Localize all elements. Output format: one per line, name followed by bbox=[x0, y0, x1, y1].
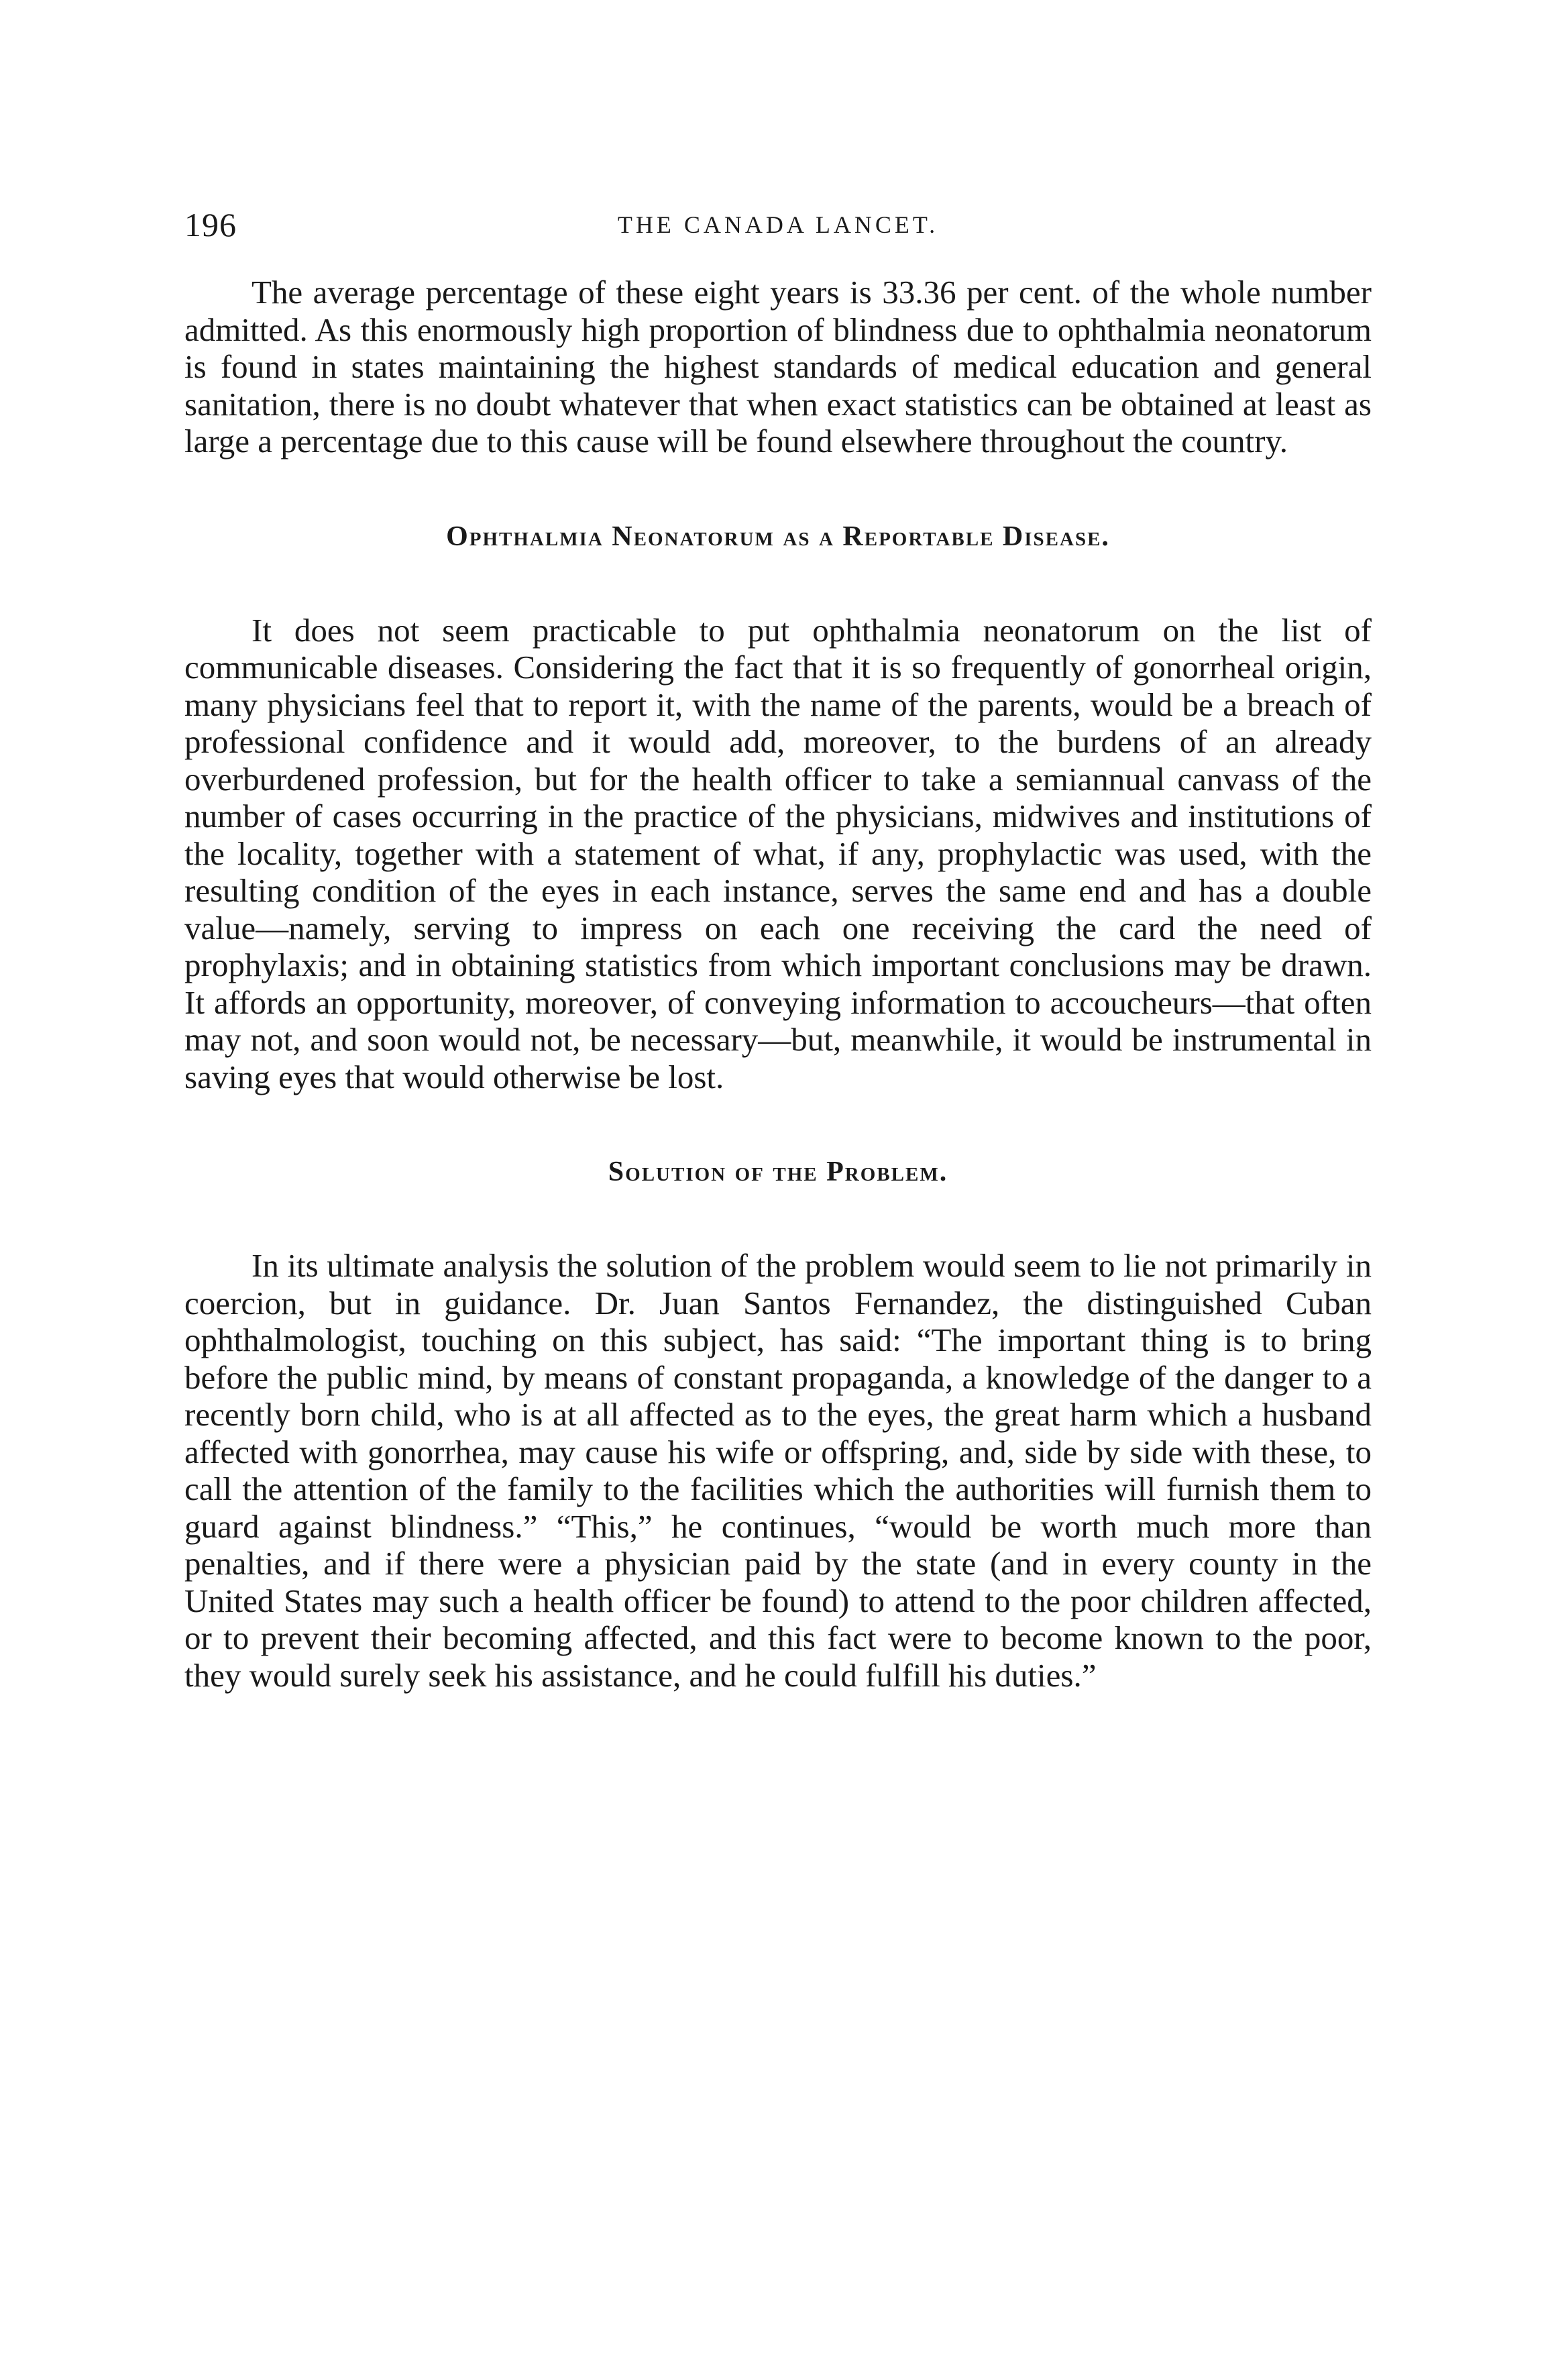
paragraph-2: It does not seem practicable to put ophthalmia neonatorum on the list of communicable diseases. Considering the fact that it is so frequently of gonorrheal origin, many physicians feel that to report it, with the name of the parents, would be a breach of professional confidence and it would add, moreover, to the burdens of an already overburdened profession, but for the health officer to take a semiannual canvass of the number of cases occurring in the practice of the physicians, midwives and institutions of the locality, together with a statement of what, if any, prophylactic was used, with the resulting condition of the eyes in each instance, serves the same end and has a double value—namely, serving to impress on each one receiving the card the need of prophylaxis; and in obtaining statistics from which important conclusions may be drawn. It affords an opportunity, moreover, of conveying information to accoucheurs—that often may not, and soon would not, be necessary—but, meanwhile, it would be instrumental in saving eyes that would otherwise be lost. bbox=[184, 611, 1372, 1095]
page-header bbox=[184, 201, 1372, 248]
paragraph-1: The average percentage of these eight years is 33.36 per cent. of the whole number admitted. As this enormously high proportion of blindness due to ophthalmia neonatorum is found in states maintaining the highest standards of medical education and general sanitation, there is no doubt whatever that when exact statistics can be obtained at least as large a percentage due to this cause will be found elsewhere throughout the country. bbox=[184, 274, 1372, 459]
section-heading-reportable-disease: Ophthalmia Neonatorum as a Reportable Disease. bbox=[446, 521, 1110, 552]
running-title: THE CANADA LANCET. bbox=[617, 211, 939, 238]
article-body bbox=[184, 274, 1372, 1694]
paragraph-3: In its ultimate analysis the solution of the problem would seem to lie not primarily in coercion, but in guidance. Dr. Juan Santos Fernandez, the distinguished Cuban ophthalmologist, touching on this subject, has said: “The important thing is to bring before the public mind, by means of constant propaganda, a knowledge of the danger to a recently born child, who is at all affected as to the eyes, the great harm which a husband affected with gonorrhea, may cause his wife or offspring, and, side by side with these, to call the attention of the family to the facilities which the authorities will furnish them to guard against blindness.” “This,” he continues, “would be worth much more than penalties, and if there were a physician paid by the state (and in every county in the United States may such a health officer be found) to attend to the poor children affected, or to prevent their becoming affected, and this fact were to become known to the poor, they would surely seek his assistance, and he could fulfill his duties.” bbox=[184, 1247, 1372, 1694]
section-heading-solution: Solution of the Problem. bbox=[608, 1156, 948, 1187]
page-number: 196 bbox=[184, 206, 237, 244]
